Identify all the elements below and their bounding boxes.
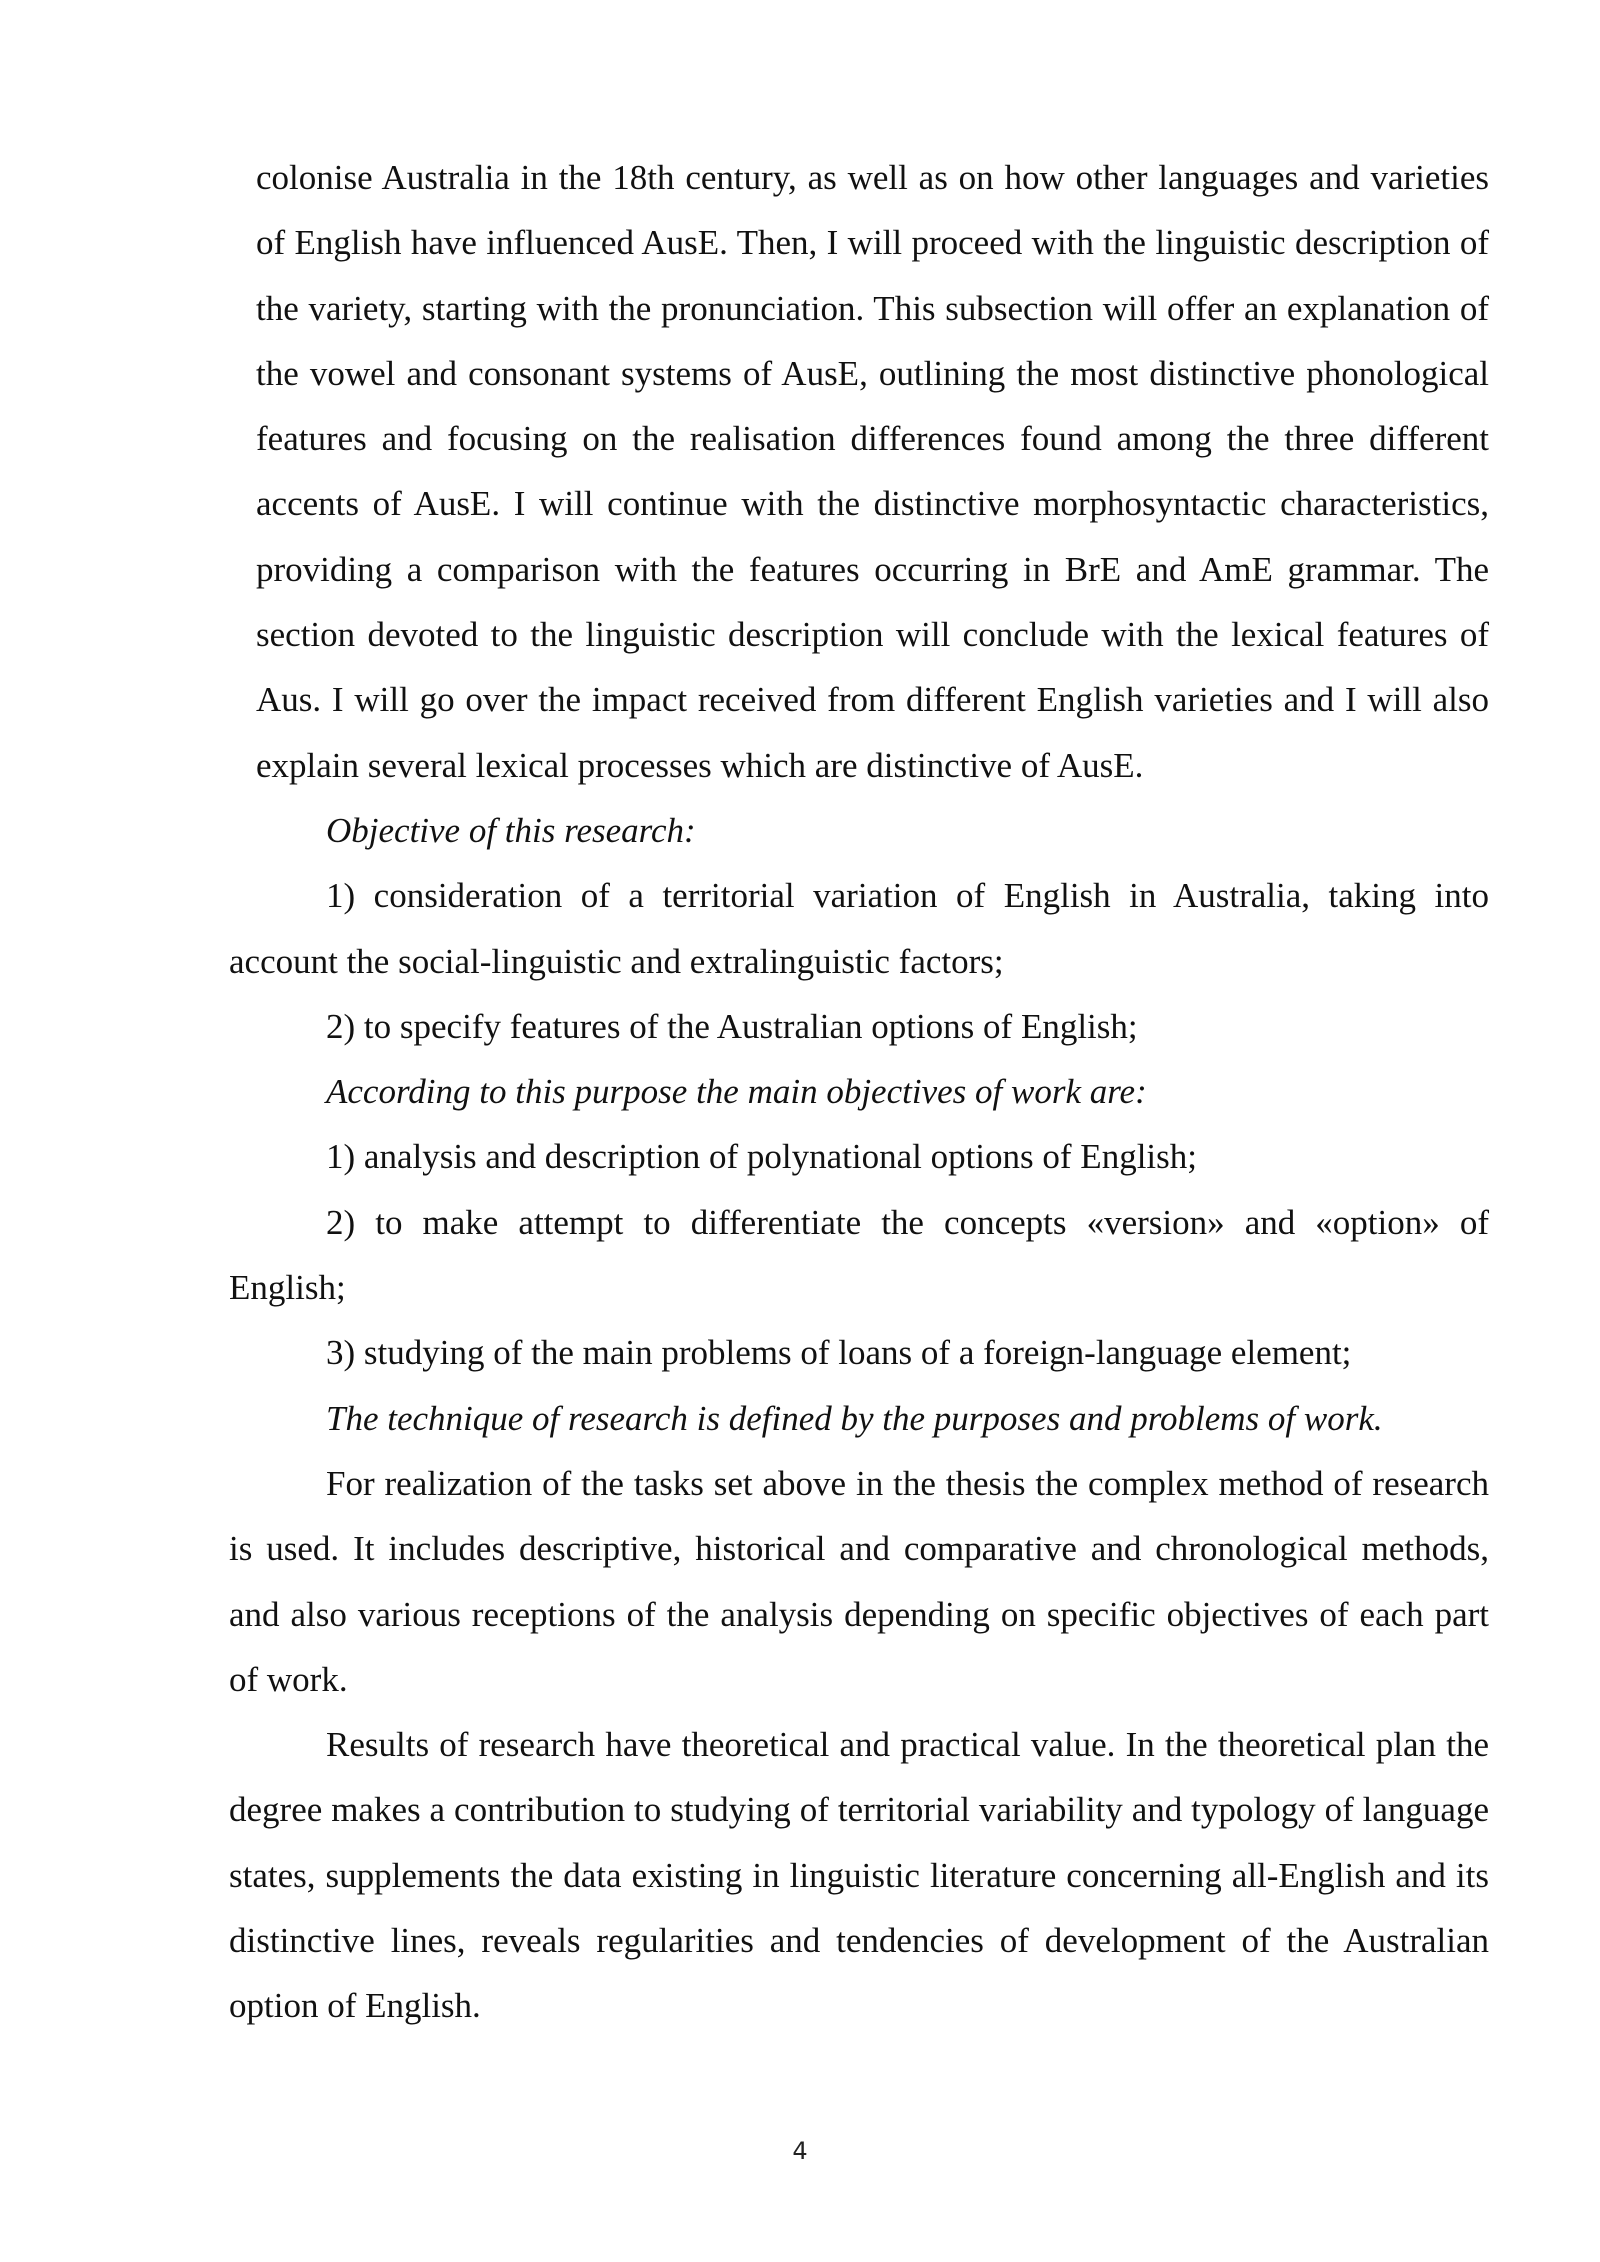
body-text	[229, 145, 1489, 2039]
method-paragraph: For realization of the tasks set above in the thesis the complex method of research is used. It includes descriptive, historical and comparative and chronological methods, and also various receptions of the analysis depending on specific objectives of each part of work.	[229, 1463, 1489, 1699]
main-objective-item-1: 1) analysis and description of polynational options of English;	[326, 1137, 1197, 1177]
objective-item-2: 2) to specify features of the Australian options of English;	[326, 1006, 1138, 1046]
technique-heading: The technique of research is defined by the purposes and problems of work.	[326, 1398, 1383, 1438]
main-objective-item-3: 3) studying of the main problems of loans of a foreign-language element;	[326, 1333, 1352, 1373]
main-objectives-heading: According to this purpose the main objectives of work are:	[326, 1072, 1147, 1112]
objective-heading: Objective of this research:	[326, 810, 696, 850]
results-paragraph: Results of research have theoretical and practical value. In the theoretical plan the degree makes a contribution to studying of territorial variability and typology of language states, supplements the data existing in linguistic literature concerning all-English and its distinctive lines, reveals regularities and tendencies of development of the Australian option of English.	[229, 1725, 1489, 2026]
page-number: 4	[792, 2137, 808, 2165]
main-objective-item-2: 2) to make attempt to differentiate the concepts «version» and «option» of English;	[229, 1202, 1489, 1308]
objective-item-1: 1) consideration of a territorial variation of English in Australia, taking into account the social-linguistic and extralinguistic factors;	[229, 876, 1489, 981]
intro-paragraph: colonise Australia in the 18th century, as well as on how other languages and varieties of English have influenced AusE. Then, I will proceed with the linguistic description of the variety, starting with the pronunciation. This subsection will offer an explanation of the vowel and consonant systems of AusE, outlining the most distinctive phonological features and focusing on the realisation differences found among the three different accents of AusE. I will continue with the distinctive morphosyntactic characteristics, providing a comparison with the features occurring in BrE and AmE grammar. The section devoted to the linguistic description will conclude with the lexical features of Aus. I will go over the impact received from different English varieties and I will also explain several lexical processes which are distinctive of AusE.	[256, 158, 1489, 785]
